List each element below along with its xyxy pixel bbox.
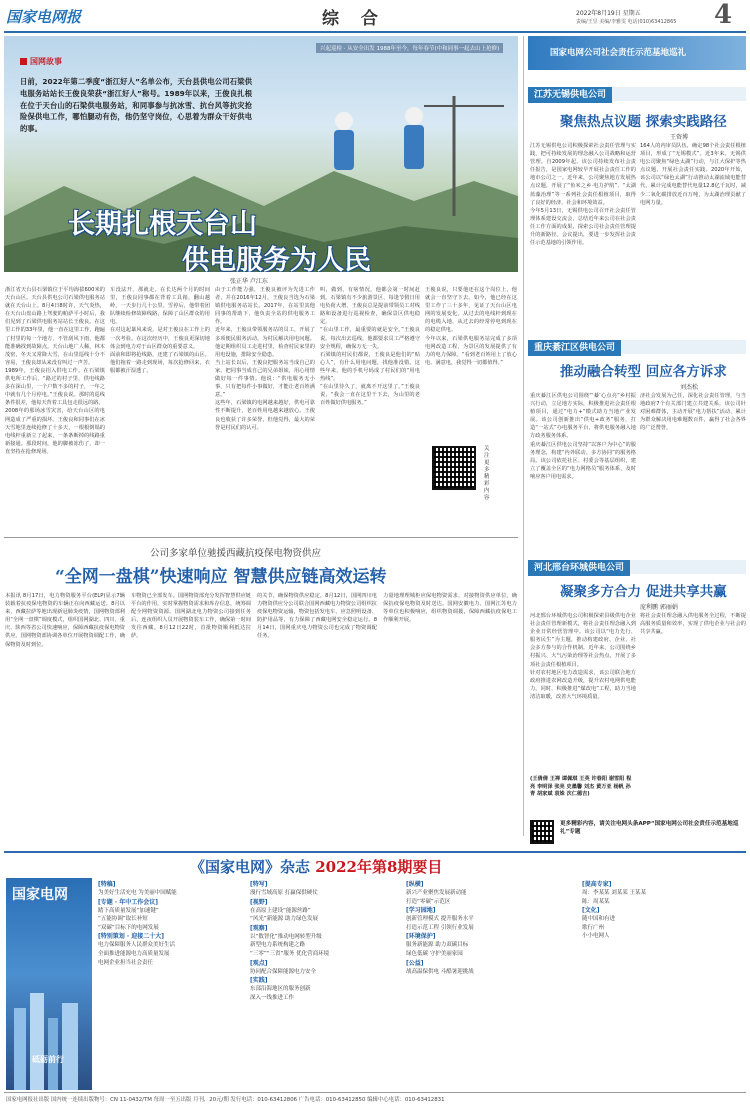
toc2-0: [特写] [250, 881, 268, 888]
s1-byline: 王资博 [670, 134, 689, 141]
a1-p2: 1989年，王俊良招入供电工作。在石梁镇供电所工作后，“路过的村子里，供电线路多在深山里，一个户数不多的村子，一年之中就有几个月停电。”王俊良说。那时的巡线条件很差，他每天背着工具包走很远的路。 [5, 367, 105, 407]
article2-headline: “全网一盘棋”快速响应 智慧供应链高效运转 [55, 567, 387, 587]
s3-sign: (王倩倩 王禅 谭佩琪 王英 许春阳 谢雪阳 程亮 李明泽 张亮 史墨馨 刘杰 黄万亚 杨帆 孙青 胡家斌 袁姝 次仁德吉) [530, 776, 632, 798]
article1-col5 [425, 286, 517, 436]
toc3-8[interactable]: 绿色低碳 守护美丽家园 [406, 950, 463, 957]
promo-text: 更多精彩内容，请关注电网头条APP“国家电网公司社会责任示范基地巡礼”专题 [560, 821, 739, 835]
s3-headline: 凝聚多方合力 促进共享共赢 [560, 584, 727, 600]
toc1-6: [特别策划 · 迎接二十大] [98, 933, 164, 941]
toc1-1[interactable]: 为美好生活充电 为美丽中国赋能 [98, 890, 177, 896]
toc4-1[interactable]: 周：李某某 刘某某 王某某 [582, 890, 646, 896]
article1-col2 [110, 286, 210, 532]
toc2-12[interactable]: 东部沿海地区的服务创新 [250, 986, 311, 993]
toc1-7[interactable]: 电力保障服务人民群众美好生活 [98, 942, 176, 949]
s2-headline: 推动融合转型 回应各方诉求 [560, 364, 727, 380]
a1-p1: 浙江省天台县石梁镇位于平均海拔600米的天台山区。天台县供电公司石梁供电服务站就在天台山上。8月4日8时许，天气炎热，在天台山盘山路上驾驶的帕萨平小时后，我们见到了石梁供电服务站站长王俊良。在这里工作的33年里，他一直在这里工作，跑遍了村里的每一个地方，不管刮风下雨，他都能准确找到故障点。天台山地广人稀，林木茂密，冬天又常降大雪，在山里巡线十分不容易，王俊良却从来没有叫过一声苦。 [5, 287, 105, 366]
article-divider [4, 537, 518, 538]
toc2-13[interactable]: 深入一线推进工作 [250, 994, 295, 1001]
toc-col3 [406, 880, 576, 1080]
toc1-2: [专题 · 年中工作会议] [98, 898, 158, 906]
feature-photo [4, 36, 518, 272]
s2-col1 [530, 392, 636, 554]
a1-p4: 车没法开，那就走。在长达两个月的时间里，王俊良同事都在背着工具箱，翻山越岭，一天步行几十公里。雪停后，他带着团队继续检修故障线路，保障了山区群众的用电。 [110, 287, 210, 326]
s3-p2: 针对农村地区电力改造需求，该公司联合地方政府推进农网改造升级，提升农村电网供电能力。同时，积极推进“煤改电”工程，助力当地清洁取暖，改善大气环境质量。 [530, 669, 636, 700]
article1-col4 [320, 286, 420, 532]
magazine-rule [4, 851, 746, 853]
toc3-7[interactable]: 服务新能源 助力双碳目标 [406, 942, 469, 949]
a1-p9: 当上站长以后，王俊良把服务站当成自己的家，把同事当成自己的兄弟姐妹，用心用情做好每一件事情。他说：“供电服务无小事，只有把每件小事做好，才能让老百姓满意。” [215, 359, 315, 399]
app-qr-code[interactable] [530, 820, 554, 844]
s1-tag: 江苏无锡供电公司 [528, 87, 612, 103]
a1-p5: 在对这起暴风来说，是对王俊良在工作上的一次考验。在这次经历中，王俊良更深切地体会到电力对于山区群众的重要意义。 [110, 327, 210, 350]
toc3-1[interactable]: 新兴产业聚焦发展新动能 [406, 890, 467, 896]
headline-line2: 供电服务为人民 [182, 245, 371, 272]
magazine-name: 《国家电网》杂志 [190, 858, 311, 876]
a1-p13: 石梁镇的村民们都说，王俊良是他们的“贴心人”，有什么用电问题，找他准没错。这些年来，他的手机号码成了村民们的“用电热线”。 [320, 351, 420, 383]
footer-rule [4, 1092, 746, 1093]
photo-slogan-1: 兴起巡检 · 从安全出发 [320, 46, 375, 52]
toc4-5[interactable]: 歌行广州 [582, 924, 605, 931]
article2-col3: 的关节，确保物资供应稳定。8月12日，国网四川电力物资供应分公司联合国网西藏电力物资公司组织抗疫保电物资运输，物资包括发电车、应急照明设备、防护用品等，有力保障了西藏电网安全稳定运行。8月14日，国网重庆电力物资公司也完成了物资调配任务。 [257, 593, 377, 640]
s1-p1: 江苏无锡供电公司积极探索社会责任管理与实践，把可持续发展的理念融入公司战略和运营管理。自2009年起，该公司持续发布社会责任报告，是国家电网较早开展社会责任工作的地市公司之一。近年来，公司聚焦地方发展热点议题，开展了“鱼米之乡·电力护航”、“太湖蓝藻治理”等一系列社会责任根植项目，取得了良好的经济、社会和环境效益。 [530, 143, 636, 206]
toc-col2 [250, 880, 400, 1080]
s3-col1 [530, 612, 636, 772]
qr-caption: 关注更多精彩内容 [484, 446, 490, 501]
s2-col2: 济社会发展为己任，深化社会责任管理，与当地政府7个有关部门建立共建关系，该公司针对困难群体，主动开展“电力帮扶”活动，累计为群众解决用电难题数百件，赢得了社会各界的广泛赞誉。 [640, 393, 746, 432]
s2-p2: 重庆綦江区供电公司坚持“以客户为中心”的服务理念，构建“内外联动、多方协同”的服务格局。该公司依托社区、村委会等基层组织，建立了覆盖全区的“电力网格员”服务体系，及时响应客户用电需求。 [530, 441, 636, 480]
a1-p11: 叫，做到，有啥情况，他都会第一时间赶到。石梁镇有不少旅游景区，每逢节假日用电负荷大增，王俊良总是提前带领员工对线路和设备进行巡视检查，确保景区供电稳定。 [320, 287, 420, 326]
s3-col2: 将社会责任理念融入供电服务全过程，不断提高服务质量和效率，实现了供电企业与社会的共享共赢。 [640, 613, 746, 636]
article1-col3 [215, 286, 315, 532]
magazine-issue: 2022年第8期要目 [315, 858, 443, 876]
cover-skyline [6, 988, 92, 1090]
worker-figures [304, 96, 504, 216]
toc2-2: [视野] [250, 898, 268, 906]
article2-kicker: 公司多家单位驰援西藏抗疫保电物资供应 [150, 548, 322, 559]
toc-col4 [582, 880, 746, 1080]
toc2-10[interactable]: 协同配合保障能源电力安全 [250, 968, 317, 975]
article1-byline: 张正华 卢江东 [230, 278, 268, 285]
a1-p12: “在山里工作，最重要的就是安全。”王俊良说。每次出去巡线，他都要求员工严格遵守安全规程，确保万无一失。 [320, 327, 420, 350]
a1-p7: 由于工作能力强，王俊良被评为先进工作者，并在2016年12月，王俊良当选为石梁镇供电服务站站长。2017年，在站里其他同事的帮助下，他负责全站的供电服务工作。 [215, 287, 315, 326]
toc2-8[interactable]: “三零”“三省”服务 优化营商环境 [250, 950, 330, 957]
toc-col1 [98, 880, 244, 1080]
s1-p2: 今年5月13日，无锡供电公司召开社会责任管理体系建设交流会，总结近年来公司在社会责任工作方面的成果，探索公司社会责任管理提升的新路径。会议提出，要进一步发挥社会责任示范基地的引领作用。 [530, 207, 636, 247]
a1-p3: 2008年的那场冰雪灾害，给天台山区的电网造成了严重的损坏。王俊良和同事们在冰天雪地里连续抢修了十多天，一根根倒塌的电线杆重新立了起来，一条条断掉的线路重新接通。那段时间，他的脚被冻伤了，却一直坚持在抢修现场。 [5, 408, 105, 455]
toc3-5[interactable]: 打造示范工程 引领行业发展 [406, 924, 474, 931]
magazine-cover[interactable] [6, 878, 92, 1090]
masthead-logo: 国家电网报 [6, 8, 82, 26]
toc2-1[interactable]: 漫行雪域高原 打赢保供硬仗 [250, 890, 318, 896]
toc3-10[interactable]: 战高温保供电 斗酷暑迎挑战 [406, 968, 474, 975]
a1-p16: 今年以来，石梁供电服务站完成了多项电网改造工程，为景区的发展提供了有力的电力保障。“看到老百姓用上了放心电、满意电，我觉得一切都值得。” [425, 335, 517, 366]
toc3-4[interactable]: 创新管理模式 提升服务水平 [406, 916, 474, 923]
a1-p10: 这些年，石梁镇的电网越来越好，供电可靠性不断提升，老百姓用电越来越放心。王俊良也收获了许多荣誉，但他觉得，最大的荣誉是村民们的认可。 [215, 400, 315, 431]
page-header [0, 0, 750, 32]
headline-line1: 长期扎根天台山 [68, 209, 257, 240]
toc4-2[interactable]: 陈：周某某 [582, 898, 610, 905]
toc2-9: [观点] [250, 959, 268, 967]
toc1-5[interactable]: “双碳”目标下的电网发展 [98, 924, 159, 931]
article2-col1: 本报讯 8月17日，电力物资服务平台(ELP)显示7辆装载着抗疫保电物资的车辆正在向西藏运送。8月以来，西藏拉萨等地出现新冠肺炎疫情，国网物资部利用“全网一盘棋”调度模式，组织国网湖北、四川、重庆、陕西等省公司快速响应，保障西藏抗疫保电物资供应。国网物资部协调各单位开展物资调配工作，确保物资及时到位。 [5, 593, 125, 648]
story-tag [20, 56, 62, 67]
toc2-3[interactable]: 在高原上建设“能源丝路” [250, 907, 311, 914]
page-number: 4 [714, 0, 733, 30]
photo-slogan [316, 43, 503, 53]
s2-tag: 重庆綦江区供电公司 [528, 340, 621, 356]
a1-p8: 近年来，王俊良带领服务站的员工，开展了多项便民服务活动，为村民解决用电问题。他定期组织员工走进村里，检查村民家里的用电设施，排除安全隐患。 [215, 327, 315, 358]
cover-text: 砥砺前行 [32, 1055, 64, 1064]
tag-square-icon [20, 58, 27, 65]
toc4-6[interactable]: 小小电网人 [582, 933, 610, 940]
toc3-0: [纵横] [406, 881, 424, 888]
a1-p15: 王俊良说，只要他还在这个岗位上，他就会一直坚守下去。如今，他已经在这里工作了三十多年，见证了天台山区电网的发展变化。从过去的电线杆到现在的电缆入地，从过去的经常停电到现在的稳定供电。 [425, 287, 517, 334]
a1-p6: 面前和即将抢线路，还建了石梁镇的山区。他们拖着一路走到现场，每次抢修回来，衣服都被汗湿透了。 [110, 351, 210, 374]
toc1-3[interactable]: 踏下高质量发展“加速键” [98, 907, 159, 914]
s3-p1: 河北邢台环城供电公司积极探索县级供电企业社会责任管理新模式，将社会责任理念融入到企业日常经营管理中。该公司以“电力先行、服务民生”为主题，推动构建政府、企业、社会多方参与的合作机制。近年来，公司围绕乡村振兴、大气污染治理等社会热点，开展了多项社会责任根植项目。 [530, 613, 636, 668]
magazine-headline [190, 856, 442, 877]
toc1-0: [特稿] [98, 881, 116, 888]
toc3-3: [学习园地] [406, 907, 436, 915]
s1-headline: 聚焦热点议题 探索实践路径 [560, 114, 727, 130]
article2-col2: 车物资已全部发车。国网物资部充分发挥智慧供应链平台的作用，实时掌握物资需求和库存信息，统筹调配全网物资资源。国网湖北电力物资公司接到任务后，连夜组织人员开展物资装车工作，确保第一时间发往西藏。8月12日22时，首批物资顺利抵达拉萨。 [131, 593, 251, 640]
toc2-4[interactable]: “风光”新能源 助力绿色发展 [250, 916, 318, 923]
toc3-2[interactable]: 打造“零碳”示范区 [406, 898, 451, 905]
header-rule [4, 31, 746, 33]
lead-paragraph: 日前，2022年第二季度“浙江好人”名单公布，天台县供电公司石梁供电服务站站长王俊良荣获“浙江好人”称号。1989年以来，王俊良扎根在位于天台山的石梁供电服务站，和同事参与抗冰雪、抗台风等抗灾抢险保供电工作，哪怕腿动有伤，他仍坚守岗位，心思着为群众干好供电的事。 [20, 77, 252, 134]
s2-byline: 刘杰松 [680, 384, 699, 391]
toc4-4[interactable]: 随中国和有进 [582, 916, 616, 923]
s3-byline: 庞利鹏 郭丽娟 [640, 604, 678, 611]
right-banner [528, 36, 746, 70]
column-divider [523, 36, 524, 836]
s1-col2: 164人的内审员队伍，确定98个社会责任根植项目，形成了“无锡模式”。近3年来，无锡供电公司聚焦“绿色太湖”行动，与江大保护等热点议题，开展社会责任实践。2020年开始，该公司以“绿色太湖”行动推动太湖流域电能替代，累计完成电能替代电量12.8亿千瓦时，减少二氧化碳排放近百万吨，为太湖治理贡献了电网力量。 [640, 143, 746, 206]
toc1-8[interactable]: 全面推进能源电力高质量发展 [98, 950, 170, 957]
footer-text: 国家电网报社出版 国内统一连续出版物号：CN 11-0432/TM 每周一至五出版 月刊，20元/期 发行电话：010-63412806 广告电话：010-63412850 编辑中心电话：010-63412831 [6, 1097, 445, 1103]
article1-col1 [5, 286, 105, 532]
s2-p1: 重庆綦江区供电公司围绕“‘綦’心点亮”乡村振兴行动，立足地方实际，积极推进社会责任根植项目，通过“电力+”模式助力当地产业发展。该公司创新推出“供电+政务”服务，打造“一站式”办电服务平台，将供电服务融入地方政务服务体系。 [530, 393, 636, 440]
header-date: 2022年8月19日 星期五 [576, 10, 641, 17]
s3-tag: 河北邢台环城供电公司 [528, 560, 630, 576]
toc3-9: [公益] [406, 959, 424, 967]
tag-label: 国网故事 [30, 57, 62, 66]
cover-title: 国家电网 [12, 887, 68, 903]
toc4-3: [文化] [582, 907, 600, 915]
toc2-5: [观察] [250, 924, 268, 932]
article2-col4: 力量地理理城柜应保电物资需求，对接物资供应单位，确保抗疫保电物资及时送达。国网安徽电力、国网江苏电力等单位也积极响应，组织物资调拨，保障西藏抗疫保电工作顺利开展。 [383, 593, 517, 624]
toc3-6: [环境保护] [406, 933, 436, 941]
s1-col1 [530, 142, 636, 332]
section-title: 综 合 [322, 9, 386, 29]
qr-code[interactable] [432, 446, 476, 490]
toc2-6[interactable]: 以“数智化”推动电网转型升级 [250, 933, 322, 940]
toc1-4[interactable]: “五能协调”取长补短 [98, 916, 148, 923]
right-banner-title: 国家电网公司社会责任示范基地巡礼 [550, 48, 687, 58]
toc2-11: [实践] [250, 977, 268, 985]
toc4-0: [提高专家] [582, 881, 612, 888]
a1-p14: “在山里待久了，就离不开这里了。”王俊良说，“我会一直在这里干下去，为山里的老百姓做好供电服务。” [320, 384, 420, 407]
toc2-7[interactable]: 新型电力系统构建之路 [250, 942, 306, 949]
photo-slogan-2: 1988年至今，每年春节(中和同事一起去山上抢修) [376, 46, 500, 52]
toc1-9[interactable]: 电网企业担当社会责任 [98, 959, 154, 966]
header-editor: 责编/王昱 美编/李雅雯 电话(010)63412865 [576, 19, 677, 25]
